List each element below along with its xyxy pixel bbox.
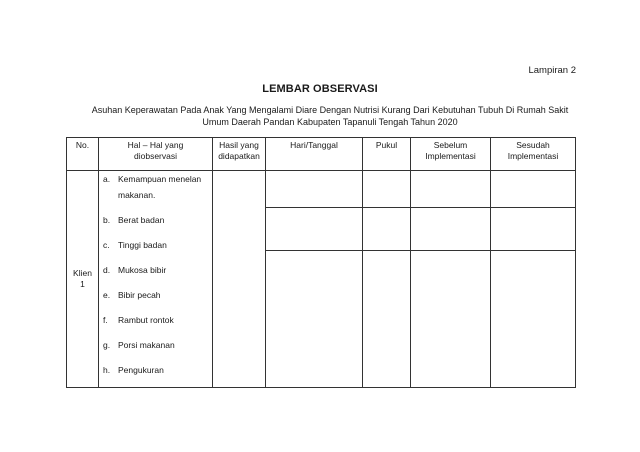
list-item: c. Tinggi badan (103, 240, 167, 250)
list-item: e. Bibir pecah (103, 290, 161, 300)
table-row (67, 171, 576, 208)
results-cell (213, 171, 266, 388)
list-item: b. Berat badan (103, 215, 165, 225)
list-item: h. Pengukuran (103, 365, 164, 375)
before-cell (411, 208, 491, 251)
date-cell (266, 208, 363, 251)
date-cell (266, 171, 363, 208)
attachment-label: Lampiran 2 (528, 65, 576, 76)
list-item: a. Kemampuan menelan makanan. (103, 174, 202, 200)
list-item: f. Rambut rontok (103, 315, 174, 325)
time-cell (363, 208, 411, 251)
page-subtitle (80, 104, 580, 128)
table-header-row (67, 138, 576, 171)
header-before: Sebelum Implementasi (411, 138, 491, 171)
time-cell (363, 171, 411, 208)
time-cell (363, 251, 411, 388)
header-after: Sesudah Implementasi (491, 138, 576, 171)
after-cell (491, 251, 576, 388)
subtitle-line-2: Umum Daerah Pandan Kabupaten Tapanuli Tengah Tahun 2020 (202, 117, 458, 127)
observation-table (66, 137, 576, 388)
before-cell (411, 171, 491, 208)
before-cell (411, 251, 491, 388)
after-cell (491, 171, 576, 208)
subtitle-line-1: Asuhan Keperawatan Pada Anak Yang Mengalami Diare Dengan Nutrisi Kurang Dari Kebutuhan Tubuh Di Rumah Sakit (91, 105, 569, 115)
observed-items-cell (99, 171, 213, 388)
after-cell (491, 208, 576, 251)
date-cell (266, 251, 363, 388)
list-item: d. Mukosa bibir (103, 265, 167, 275)
header-no: No. (67, 138, 99, 171)
header-observed-items: Hal – Hal yang diobservasi (99, 138, 213, 171)
header-date: Hari/Tanggal (266, 138, 363, 171)
header-time: Pukul (363, 138, 411, 171)
header-results: Hasil yang didapatkan (213, 138, 266, 171)
client-cell: Klien 1 (67, 171, 99, 388)
list-item: g. Porsi makanan (103, 340, 175, 350)
page-title: LEMBAR OBSERVASI (262, 83, 378, 95)
